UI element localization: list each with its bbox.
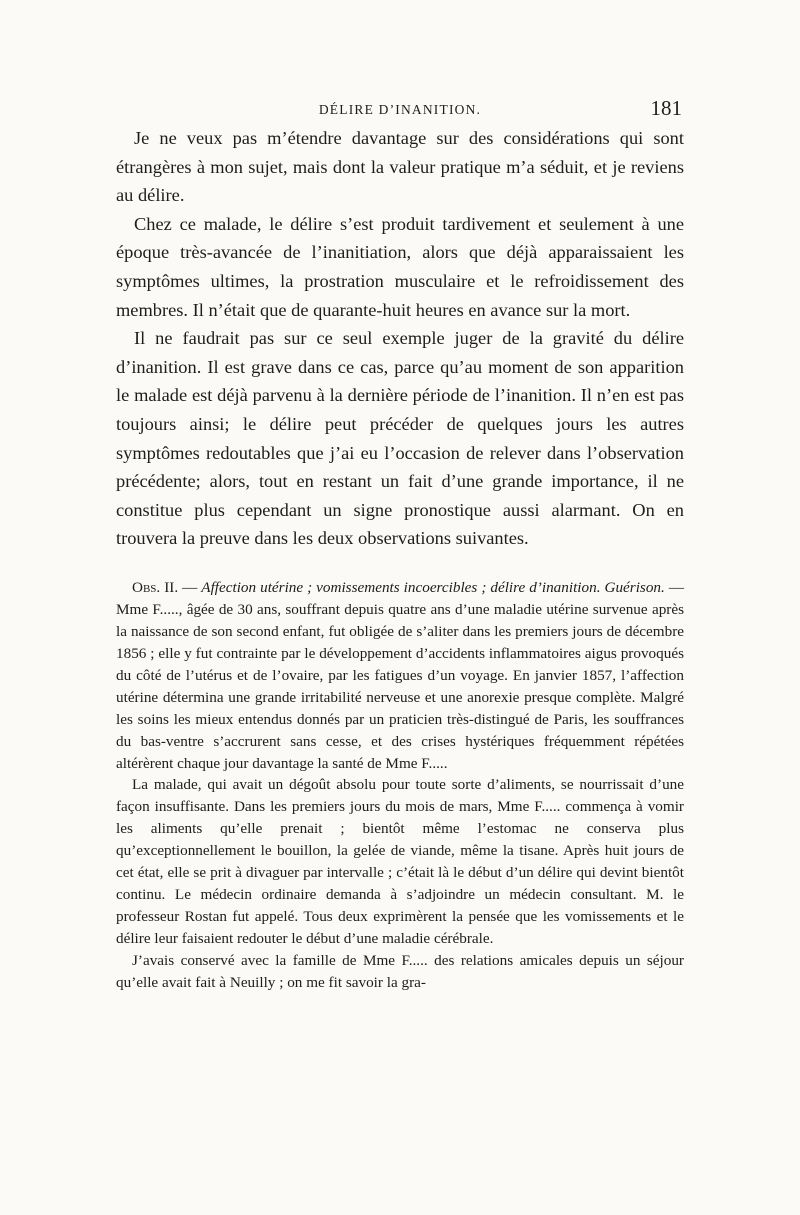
book-page	[116, 94, 684, 994]
paragraph: Il ne faudrait pas sur ce seul exemple juger de la gravité du délire d’inanition. Il est grave dans ce cas, parce qu’au moment de son apparition le malade est déjà parvenu à la dernière période de l’inanition. Il n’en est pas toujours ainsi; le délire peut précéder de quelques jours les autres symptômes redoutables que j’ai eu l’occasion de relever dans l’observation précédente; alors, tout en restant un fait d’une grande importance, il ne constitue plus cependant un signe pronostique aussi alarmant. On en trouvera la preuve dans les deux observations suivantes.	[116, 328, 684, 549]
observation-intro	[116, 577, 684, 775]
main-text	[116, 124, 684, 553]
paragraph: Je ne veux pas m’étendre davantage sur des considérations qui sont étrangères à mon sujet, mais dont la valeur pratique m’a séduit, et je reviens au délire.	[116, 128, 684, 206]
observation-paragraph: La malade, qui avait un dégoût absolu pour toute sorte d’aliments, se nourrissait d’une façon insuffisante. Dans les premiers jours du mois de mars, Mme F..... commença à vomir les aliments qu’elle prenait ; bientôt même l’estomac ne conserva plus qu’exceptionnellement le bouillon, la gelée de viande, même la tisane. Après huit jours de cet état, elle se prit à divaguer par intervalle ; c’était là le début d’un délire qui devint bientôt continu. Le médecin ordinaire demanda à s’adjoindre un médecin consultant. M. le professeur Rostan fut appelé. Tous deux exprimèrent la pensée que les vomissements et le délire leur faisaient redouter le début d’une maladie cérébrale.	[116, 776, 684, 948]
observation-intro-text: — Mme F....., âgée de 30 ans, souffrant depuis quatre ans d’une maladie utérine survenue après la naissance de son second enfant, fut obligée de s’aliter dans les premiers jours de décembre 1856 ; elle y fut contrainte par le développement d’accidents inflammatoires aigus provoqués du côté de l’utérus et de l’ovaire, par les fatigues d’un voyage. En janvier 1857, l’affection utérine détermina une grande irritabilité nerveuse et une anorexie presque complète. Malgré les soins les mieux entendus donnés par un praticien très-distingué de Paris, les souffrances du bas-ventre s’accrurent sans cesse, et des crises hystériques fréquemment répétées altérèrent chaque jour davantage la santé de Mme F.....	[116, 578, 685, 772]
observation-title: Affection utérine ; vomissements incoercibles ; délire d’inanition. Guérison.	[201, 578, 665, 596]
observation-section	[116, 577, 684, 994]
observation-paragraph: J’avais conservé avec la famille de Mme F..... des relations amicales depuis un séjour qu’elle avait fait à Neuilly ; on me fit savoir la gra-	[116, 952, 684, 992]
chapter-title: DÉLIRE D’INANITION.	[318, 102, 482, 117]
running-head	[116, 94, 684, 124]
paragraph: Chez ce malade, le délire s’est produit tardivement et seulement à une époque très-avancée de l’inanitiation, alors que déjà apparaissaient les symptômes ultimes, la prostration musculaire et le refroidissement des membres. Il n’était que de quarante-huit heures en avance sur la mort.	[116, 213, 684, 320]
page-number: 181	[650, 96, 682, 120]
observation-label: Obs. II. —	[132, 578, 198, 596]
